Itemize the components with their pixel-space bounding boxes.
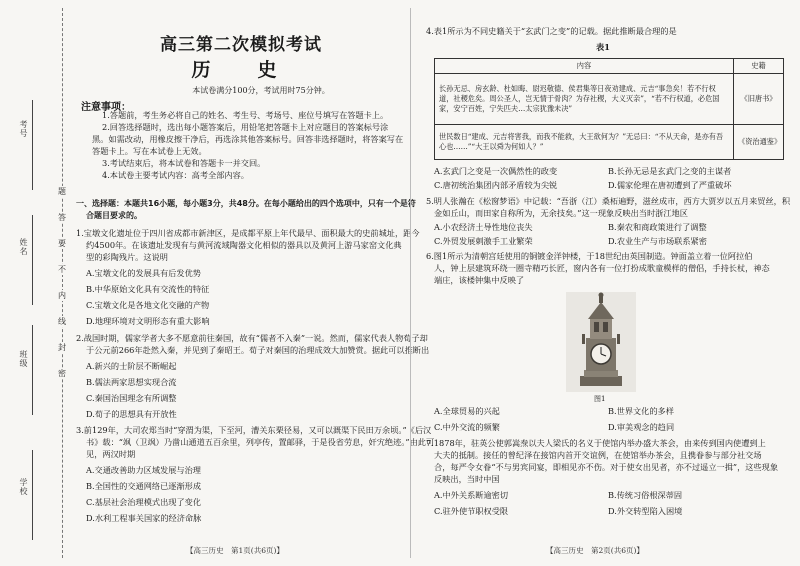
q7-option-c: C.驻外使节职权受限 [434,506,509,516]
table-row [435,74,784,125]
seal-char: 题 [58,187,66,196]
q1-stem: 1.宝墩文化遗址位于四川省成都市新津区，是成都平原上年代最早、面积最大的史前城址，距今 [76,228,420,238]
notice-line: 黑。如需改动，用橡皮擦干净后，再选涂其他答案标号。回答非选择题时，将答案写在 [92,134,404,144]
section-heading-cont: 合题目要求的。 [86,211,142,220]
q6-stem: 人，钟上层建筑环绕一圈寺精巧长匠，窗内各有一位打扮成歌童模样的僧侣，手持长杖，神态 [434,263,770,273]
q1-stem: 型的彩陶残片。这说明 [86,252,168,262]
page-divider [410,8,411,558]
q3-option-a: A.交通改善助力区域发展与治理 [86,465,201,475]
q2-option-b: B.儒法两家思想实现合流 [86,377,177,387]
table-header-source: 史籍 [734,59,784,74]
q6-stem: 端庄，该楼钟集中反映了 [434,275,525,285]
binding-margin [0,0,72,566]
q1-option-d: D.地理环境对文明形态有重大影响 [86,316,210,326]
q4-option-c: C.唐初统治集团内部矛盾较为尖锐 [434,180,558,190]
q5-stem: 金如丘山，而田家自称所为，无余技矣。”这一现象反映出当时浙江地区 [434,208,688,218]
table-cell-content: 世民数日“建成、元吉将害我，而我不能救，大王欲何为？”无忌曰：“不从天命，是亦有吾心也……”“大王以舜为何如人？” [435,125,734,160]
clock-tower-figure [566,292,636,392]
q5-option-b: B.秦农和商政策进行了调整 [608,222,707,232]
notice-line: 1.答题前，考生务必将自己的姓名、考生号、考场号、座位号填写在答题卡上。 [102,110,389,120]
seal-dashed-line [62,8,63,558]
q5-option-c: C.外贸发展刺激手工业繁荣 [434,236,533,246]
q6-option-a: A.全球贸易的兴起 [434,406,500,416]
q3-option-b: B.全国性的交通网络已逐渐形成 [86,481,202,491]
q2-option-a: A.新兴的士阶层不断崛起 [86,361,177,371]
q4-stem: 4.表1所示为不同史籍关于“玄武门之变”的记载。据此推断最合理的是 [426,26,677,36]
seal-char: 线 [58,317,66,326]
table-caption: 表1 [596,42,610,52]
q1-option-c: C.宝墩文化是各地文化交融的产物 [86,300,210,310]
q6-option-c: C.中外交流的频繁 [434,422,500,432]
q3-stem: 3.前129年，大司农郑当时“穿渭为渠，下至河，漕关东栗径易，又可以溉渠下民田万余顷。”《后汉 [76,425,432,435]
figure-caption: 图1 [594,395,606,403]
q1-option-a: A.宝墩文化的发展具有后发优势 [86,268,201,278]
notice-line: 2.回答选择题时，选出每小题答案后，用铅笔把答题卡上对应题目的答案标号涂 [102,122,389,132]
seal-char: 密 [58,369,66,378]
binding-label-name: 姓名 [19,238,28,256]
exam-title: 高三第二次模拟考试 [160,35,322,55]
q5-stem: 5.明人张瀚在《松窗梦语》中记载：“吾浙（江）桑柘遍野，滋丝成市，西方大贾岁以五月来贸丝，积 [426,196,791,206]
q6-option-b: B.世界文化的多样 [608,406,674,416]
q6-stem: 6.图1所示为清朝宫廷使用的铜镀金洋钟楼，于18世纪由英国制造。钟面盖立着一位阿拉伯 [426,251,753,261]
q3-stem: 书》载：“飒（卫飒）乃凿山通道五百余里，列亭传，置邮驿，于是役省劳息，奸宄绝迹。”由此可 [86,437,435,447]
fill-line [32,215,33,305]
q1-option-b: B.中华原始文化具有交流性的特征 [86,284,210,294]
history-records-table [434,58,784,160]
page-footer: 【高三历史 第1页(共6页)】 [186,546,284,555]
q3-option-d: D.水利工程事关国家的经济命脉 [86,513,202,523]
q2-stem: 于公元前266年赴然入秦，并见到了秦昭王。荀子对秦国的治理成效大加赞赏。据此可以推断出 [86,345,430,355]
binding-label-exam-number: 考号 [19,120,28,138]
q7-option-d: D.外交转型陷入困境 [608,506,683,516]
q2-stem: 2.战国时期，儒家学者大多不愿意前往秦国，故有“儒者不入秦”一说。然而，儒家代表人物荀子却 [76,333,428,343]
table-cell-content: 长孙无忌、房玄龄、杜如晦、尉迟敬德、侯君集等日夜劝建成、元吉“事急矣！若不行权道，社稷危矣。周公圣人，岂无情于骨肉？为存社稷，大义灭亲”，“若不行权道，必危国家，安宁百姓，宁失匹夫…太宗犹豫未决” [435,74,734,125]
q7-stem: 大夫的抵制。接任的曾纪泽在接馆内首开交谊例，在使馆举办茶会，且携眷参与部分社交场 [434,450,762,460]
notice-line: 3.考试结束后，将本试卷和答题卡一并交回。 [102,158,266,168]
fill-line [32,100,33,190]
table-header-content: 内容 [435,59,734,74]
q7-stem: 7.1878年，驻英公使郭嵩焘以夫人梁氏的名义于使馆内举办盛大茶会，由来传到国内使遭到上 [426,438,766,448]
seal-char: 答 [58,213,66,222]
q4-option-b: B.长孙无忌是玄武门之变的主谋者 [608,166,732,176]
notice-line: 答题卡上。写在本试卷上无效。 [92,146,207,156]
seal-char: 不 [58,265,66,274]
page-footer: 【高三历史 第2页(共6页)】 [546,546,644,555]
page-1 [76,0,435,566]
page-2 [418,0,790,566]
q4-option-a: A.玄武门之变是一次偶然性的政变 [434,166,558,176]
q6-option-d: D.审美观念的趋同 [608,422,675,432]
score-note: 本试卷满分100分，考试用时75分钟。 [192,86,330,95]
notice-heading: 注意事项： [81,102,131,113]
table-row [435,125,784,160]
q5-option-d: D.农业生产与市场联系紧密 [608,236,707,246]
q3-stem: 见，两汉时期 [86,449,136,459]
seal-char: 内 [58,291,66,300]
q2-option-c: C.秦国治国理念有所调整 [86,393,177,403]
table-cell-source: 《旧唐书》 [734,74,784,125]
q7-option-b: B.传统习俗根深蒂固 [608,490,683,500]
q7-option-a: A.中外关系断逾密切 [434,490,509,500]
q2-option-d: D.荀子的思想具有开放性 [86,409,177,419]
q5-option-a: A.小农经济土导性地位丧失 [434,222,533,232]
binding-label-school: 学校 [19,478,28,496]
seal-char: 封 [58,343,66,352]
q3-option-c: C.基层社会治理模式出现了变化 [86,497,202,507]
q7-stem: 合，每严令女眷“不与男宾同宴，即相见亦不伤。对于使女出见者，亦不过遥立一揖”，这些现象 [434,462,779,472]
section-heading: 一、选择题：本题共16小题，每小题3分，共48分。在每小题给出的四个选项中，只有一个是符 [76,199,416,208]
fill-line [32,450,33,540]
binding-label-class: 班级 [19,350,28,368]
fill-line [32,325,33,415]
subject-title: 历 史 [191,59,291,81]
notice-line: 4.本试卷主要考试内容：高考全部内容。 [102,170,249,180]
table-header-row [435,59,784,74]
seal-char: 要 [58,239,66,248]
table-cell-source: 《资治通鉴》 [734,125,784,160]
q1-stem: 约4500年。在该遗址发现有与黄河流域陶器文化相似的器具以及黄河上游马家窑文化典 [86,240,402,250]
q4-option-d: D.儒家伦理在唐初遭到了严重破坏 [608,180,732,190]
q7-stem: 反映出，当时中国 [434,474,500,484]
